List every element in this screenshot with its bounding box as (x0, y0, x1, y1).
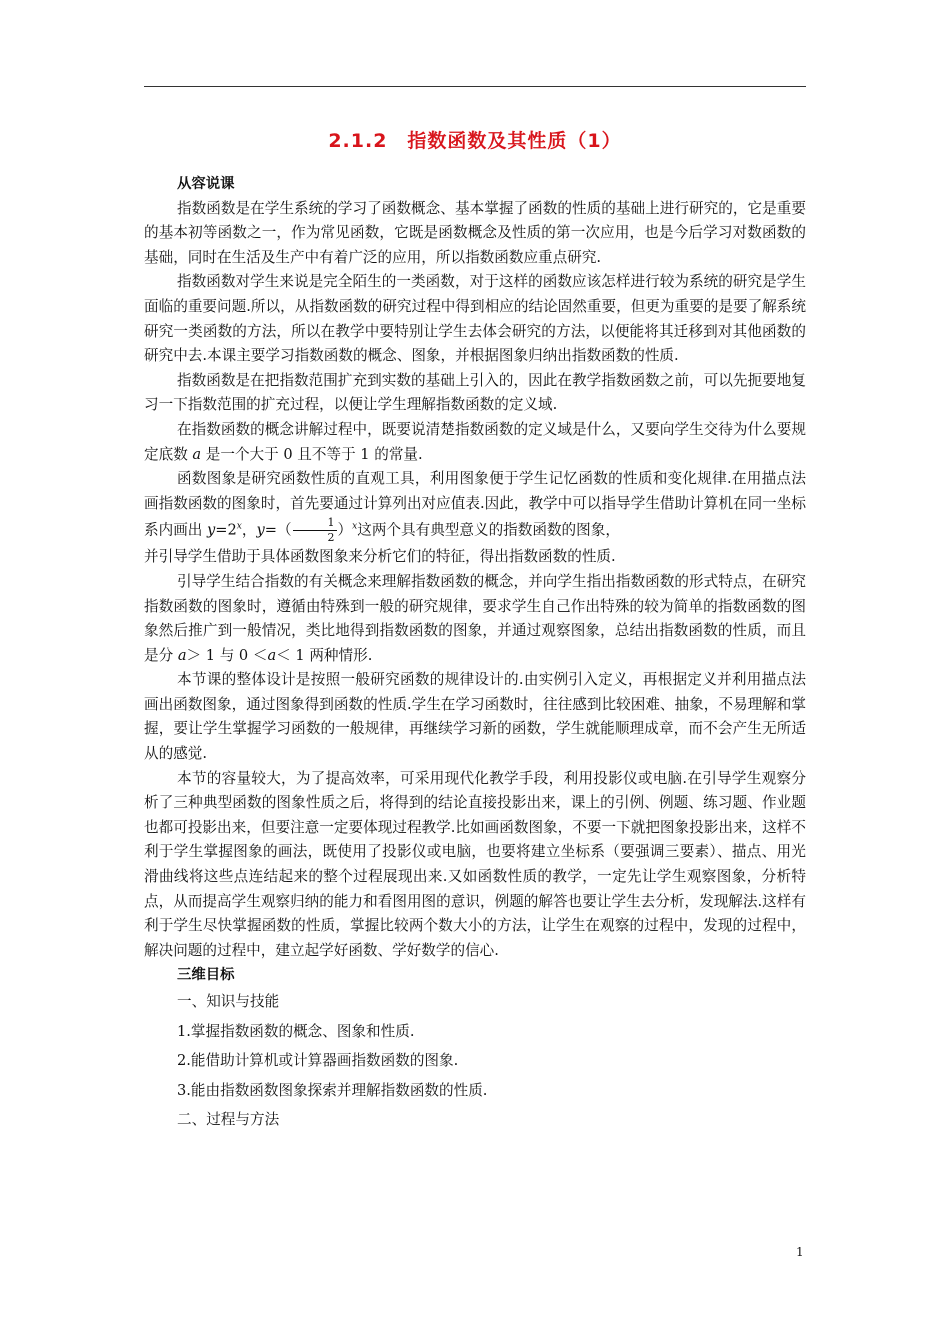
paragraph: 在指数函数的概念讲解过程中，既要说清楚指数函数的定义域是什么，又要向学生交待为什么要规定底数 a 是一个大于 0 且不等于 1 的常量. (144, 420, 806, 463)
paragraph: 指数函数对学生来说是完全陌生的一类函数，对于这样的函数应该怎样进行较为系统的研究是学生面临的重要问题.所以，从指数函数的研究过程中得到相应的结论固然重要，但更为重要的是要了解系统研究一类函数的方法，所以在教学中要特别让学生去体会研究的方法，以便能将其迁移到对其他函数的研究中去.本课主要学习指数函数的概念、图象，并根据图象归纳出指数函数的性质. (144, 273, 806, 365)
subheading-process: 二、过程与方法 (177, 1111, 280, 1129)
paragraph-with-formula: 函数图象是研究函数性质的直观工具，利用图象便于学生记忆函数的性质和变化规律.在用描点法画指数函数的图象时，首先要通过计算列出对应值表.因此，教学中可以指导学生借助计算机在同一坐标系内画出 $y=2^x$，y=（ $\frac{1}{2}$ ）$^x$这两个具有典型意义的指数函数的图象， (144, 470, 806, 545)
paragraph: 指数函数是在学生系统的学习了函数概念、基本掌握了函数的性质的基础上进行研究的，它是重要的基本初等函数之一，作为常见函数，它既是函数概念及性质的第一次应用，也是今后学习对数函数的基础，同时在生活及生产中有着广泛的应用，所以指数函数应重点研究. (144, 199, 806, 266)
list-item: 1.掌握指数函数的概念、图象和性质. (177, 1022, 415, 1040)
page-number: 1 (796, 1245, 804, 1259)
subheading-knowledge: 一、知识与技能 (177, 993, 280, 1010)
paragraph: 引导学生结合指数的有关概念来理解指数函数的概念，并向学生指出指数函数的形式特点，在研究指数函数的图象时，遵循由特殊到一般的研究规律，要求学生自己作出特殊的较为简单的指数函数的图象然后推广到一般情况，类比地得到指数函数的图象，并通过观察图象，总结出指数函数的性质，而且是分 a＞ 1 与 0 ＜a＜ 1 两种情形. (144, 572, 806, 664)
paragraph-continuation: 并引导学生借助于具体函数图象来分析它们的特征，得出指数函数的性质. (144, 548, 616, 566)
page-title: 2.1.2 指数函数及其性质（1） (328, 130, 622, 152)
paragraph: 本节的容量较大，为了提高效率，可采用现代化教学手段，利用投影仪或电脑.在引导学生观察分析了三种典型函数的图象性质之后，将得到的结论直接投影出来，课上的引例、例题、练习题、作业题也都可投影出来，但要注意一定要体现过程教学.比如画函数图象，不要一下就把图象投影出来，这样不利于学生掌握图象的画法，既使用了投影仪或电脑，也要将建立坐标系（要强调三要素）、描点、用光滑曲线将这些点连结起来的整个过程展现出来.又如函数性质的教学，一定先让学生观察图象，分析特点，从而提高学生观察归纳的能力和看图用图的意识，例题的解答也要让学生去分析，发现解法.这样有利于学生尽快掌握函数的性质，掌握比较两个数大小的方法，让学生在观察的过程中，发现的过程中，解决问题的过程中，建立起学好函数、学好数学的信心. (144, 769, 806, 959)
section-heading-intro: 从容说课 (177, 176, 235, 192)
fraction-one-half: $\frac{1}{2}$ (293, 516, 337, 545)
document-body (144, 172, 806, 1133)
header-rule (144, 86, 806, 87)
paragraph: 本节课的整体设计是按照一般研究函数的规律设计的.由实例引入定义，再根据定义并利用描点法画出函数图象，通过图象得到函数的性质.学生在学习函数时，往往感到比较困难、抽象，不易理解和掌握，要让学生掌握学习函数的一般规律，再继续学习新的函数，学生就能顺理成章，而不会产生无所适从的感觉. (144, 671, 806, 763)
list-item: 3.能由指数函数图象探索并理解指数函数的性质. (177, 1081, 488, 1099)
list-item: 2.能借助计算机或计算器画指数函数的图象. (177, 1052, 459, 1070)
section-heading-goals: 三维目标 (177, 967, 235, 984)
paragraph: 指数函数是在把指数范围扩充到实数的基础上引入的，因此在教学指数函数之前，可以先扼要地复习一下指数范围的扩充过程，以便让学生理解指数函数的定义域. (144, 371, 806, 414)
